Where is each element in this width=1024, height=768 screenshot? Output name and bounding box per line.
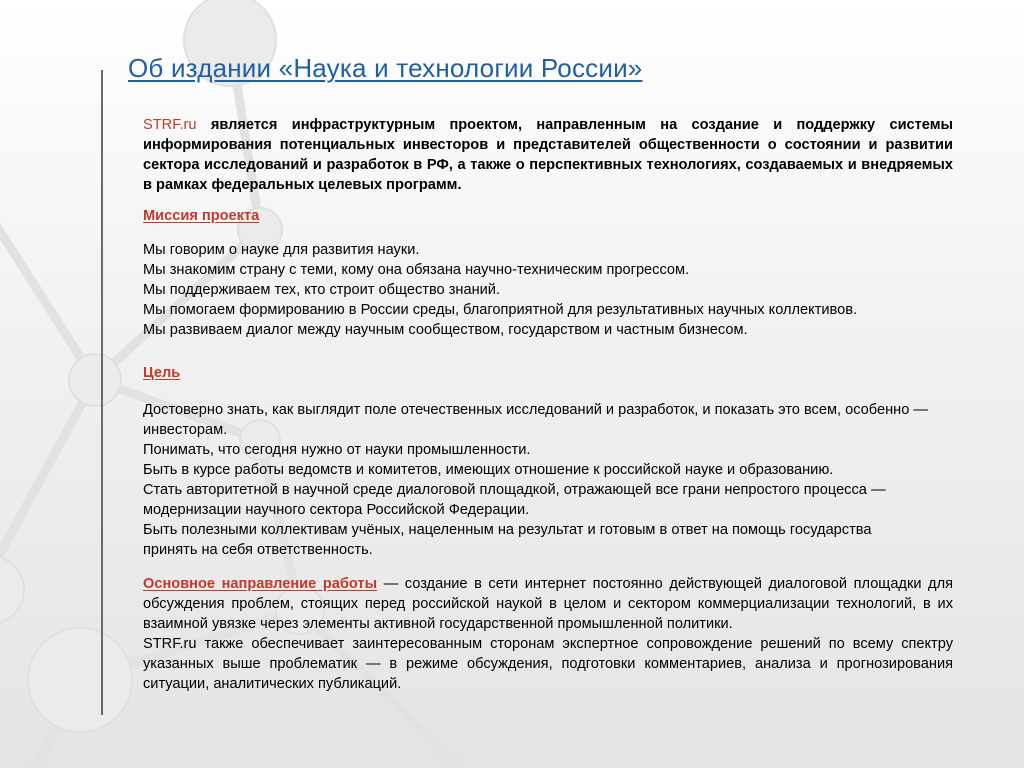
page-title: Об издании «Наука и технологии России»	[128, 53, 643, 83]
intro-text: является инфраструктурным проектом, направленным на создание и поддержку системы информирования потенциальных инвесторов и представителей общественности о состоянии и развитии сектора исследований и разработок в РФ, а также о перспективных технологиях, создаваемых и внедряемых в рамках федеральных целевых программ.	[143, 117, 953, 193]
brand-name: STRF.ru	[143, 117, 197, 133]
mission-line: Мы поддерживаем тех, кто строит общество знаний.	[143, 282, 501, 298]
direction-extra-paragraph: STRF.ru также обеспечивает заинтересованным сторонам экспертное сопровождение решений по всему спектру указанных выше проблематик — в режиме обсуждения, подготовки комментариев, анализа и прогнозирования ситуации, аналитических публикаций.	[143, 636, 953, 692]
content-body	[143, 115, 953, 694]
mission-line: Мы говорим о науке для развития науки.	[143, 242, 420, 258]
intro-paragraph	[143, 115, 953, 195]
mission-list	[143, 240, 953, 340]
goal-line: Понимать, что сегодня нужно от науки промышленности.	[143, 442, 531, 458]
goal-heading: Цель	[143, 365, 181, 381]
direction-heading: Основное направление работы	[143, 576, 378, 592]
goal-list	[143, 400, 953, 560]
goal-line: Стать авторитетной в научной среде диалоговой площадкой, отражающей все грани непростого процесса — модернизации научного сектора Российской Федерации.	[143, 482, 886, 518]
mission-line: Мы знакомим страну с теми, кому она обязана научно-техническим прогрессом.	[143, 262, 690, 278]
direction-text: — создание в сети интернет постоянно действующей диалоговой площадки для обсуждения проблем, стоящих перед российской наукой в целом и сектором коммерциализации технологий, в их взаимной увязке через элементы активной государственной промышленной политики.	[143, 576, 953, 632]
vertical-divider	[101, 70, 103, 715]
goal-line: Быть в курсе работы ведомств и комитетов, имеющих отношение к российской науке и образованию.	[143, 462, 834, 478]
goal-line: Достоверно знать, как выглядит поле отечественных исследований и разработок, и показать это всем, особенно — инвесторам.	[143, 402, 928, 438]
direction-paragraph	[143, 574, 953, 634]
goal-line: Быть полезными коллективам учёных, нацеленным на результат и готовым в ответ на помощь государства принять на себя ответственность.	[143, 522, 872, 558]
mission-line: Мы развиваем диалог между научным сообществом, государством и частным бизнесом.	[143, 322, 748, 338]
mission-heading: Миссия проекта	[143, 208, 260, 224]
mission-line: Мы помогаем формированию в России среды, благоприятной для результативных научных коллективов.	[143, 302, 858, 318]
